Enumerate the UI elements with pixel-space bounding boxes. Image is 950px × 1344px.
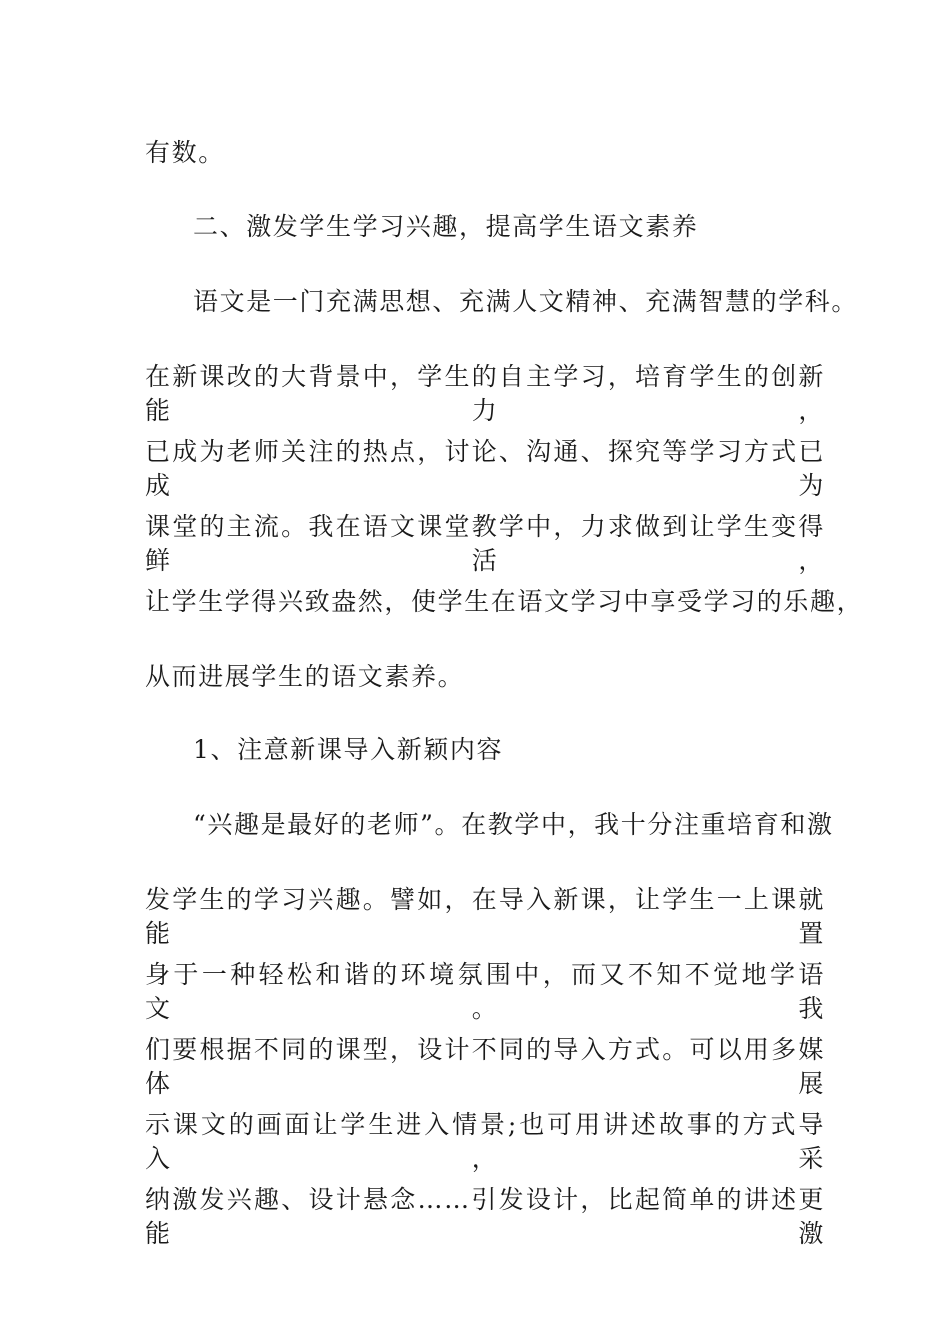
section-heading: 二、激发学生学习兴趣，提高学生语文素养: [193, 212, 699, 241]
paragraph-line: 从而进展学生的语文素养。: [145, 662, 465, 691]
paragraph-line: “兴趣是最好的老师”。在教学中，我十分注重培育和激: [193, 810, 834, 839]
paragraph-line: 语文是一门充满思想、充满人文精神、充满智慧的学科。: [193, 287, 859, 316]
paragraph-line: 示课文的画面让学生进入情景;也可用讲述故事的方式导入，采: [145, 1110, 825, 1173]
paragraph-line: 已成为老师关注的热点，讨论、沟通、探究等学习方式已成为: [145, 437, 825, 500]
subsection-heading: 1、注意新课导入新颖内容: [193, 735, 504, 764]
paragraph-line: 课堂的主流。我在语文课堂教学中，力求做到让学生变得鲜活，: [145, 512, 825, 575]
paragraph-line: 在新课改的大背景中，学生的自主学习，培育学生的创新能力，: [145, 362, 825, 425]
paragraph-line: 们要根据不同的课型，设计不同的导入方式。可以用多媒体展: [145, 1035, 825, 1098]
paragraph-line-continuation: 有数。: [145, 138, 225, 167]
paragraph-line: 身于一种轻松和谐的环境氛围中，而又不知不觉地学语文。我: [145, 960, 825, 1023]
paragraph-line: 纳激发兴趣、设计悬念……引发设计，比起简单的讲述更能激: [145, 1185, 825, 1248]
paragraph-line: 让学生学得兴致盎然，使学生在语文学习中享受学习的乐趣，: [145, 587, 864, 616]
paragraph-line: 发学生的学习兴趣。譬如，在导入新课，让学生一上课就能置: [145, 885, 825, 948]
